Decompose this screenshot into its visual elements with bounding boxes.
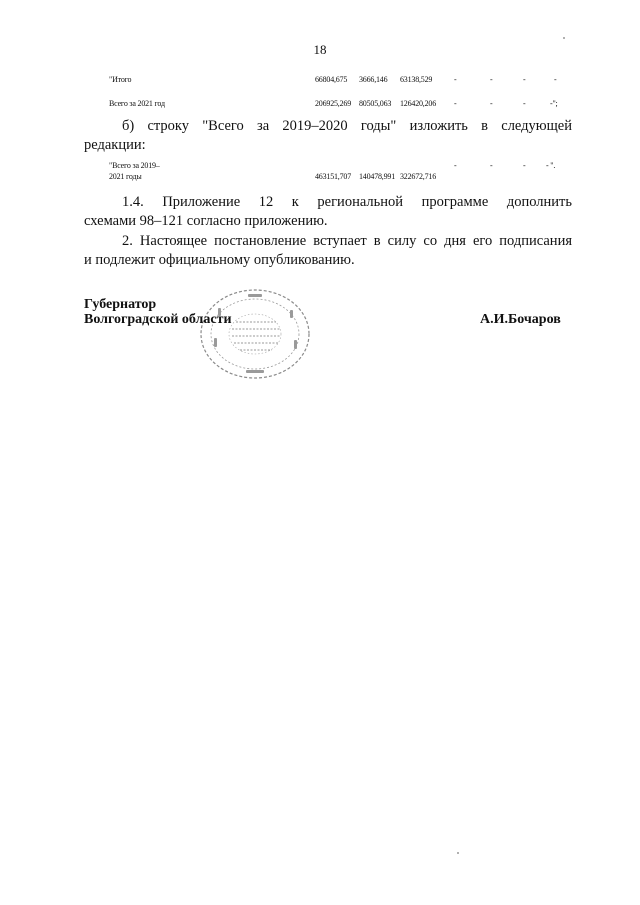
paragraph-b	[84, 117, 572, 155]
paragraph-line: редакции:	[84, 137, 146, 153]
cell-dash: -	[523, 99, 526, 108]
paragraph-line: б) строку "Всего за 2019–2020 годы" изложить в следующей	[122, 118, 572, 134]
table-row-total	[109, 161, 569, 189]
cell-value: 80505,063	[359, 99, 392, 108]
signature-title-line: Губернатор	[84, 297, 157, 312]
cell-value: 463151,707	[315, 172, 352, 181]
signature-name: А.И.Бочаров	[480, 312, 561, 327]
cell-dash: -	[523, 75, 526, 84]
paragraph-1-4	[84, 193, 572, 231]
cell-value: 126420,206	[400, 99, 437, 108]
paragraph-line: 2. Настоящее постановление вступает в силу со дня его подписания	[122, 233, 572, 249]
table-row	[109, 99, 569, 113]
row-label: 2021 годы	[109, 172, 142, 181]
cell-dash: -	[490, 161, 493, 170]
paragraph-line: 1.4. Приложение 12 к региональной программе дополнить	[122, 194, 572, 210]
row-label: Всего за 2021 год	[109, 99, 165, 108]
cell-dash: -	[454, 161, 457, 170]
cell-dash: -	[554, 75, 557, 84]
paragraph-2	[84, 232, 572, 270]
cell-dash: - ".	[546, 161, 556, 170]
row-label: "Итого	[109, 75, 132, 84]
page-number: 18	[313, 42, 327, 57]
cell-dash: -";	[550, 99, 558, 108]
cell-dash: -	[490, 99, 493, 108]
cell-value: 140478,991	[359, 172, 396, 181]
cell-dash: -	[454, 75, 457, 84]
cell-dash: -	[490, 75, 493, 84]
scan-speck	[457, 852, 459, 854]
paragraph-line: и подлежит официальному опубликованию.	[84, 252, 355, 268]
cell-dash: -	[523, 161, 526, 170]
cell-value: 63138,529	[400, 75, 433, 84]
paragraph-line: схемами 98–121 согласно приложению.	[84, 213, 328, 229]
scan-speck	[563, 37, 565, 39]
cell-dash: -	[454, 99, 457, 108]
cell-value: 322672,716	[400, 172, 437, 181]
signature-title	[84, 297, 232, 327]
row-label: "Всего за 2019–	[109, 161, 160, 170]
table-row	[109, 75, 569, 89]
cell-value: 66804,675	[315, 75, 348, 84]
cell-value: 3666,146	[359, 75, 388, 84]
cell-value: 206925,269	[315, 99, 352, 108]
signature-title-line: Волгоградской области	[84, 312, 232, 327]
